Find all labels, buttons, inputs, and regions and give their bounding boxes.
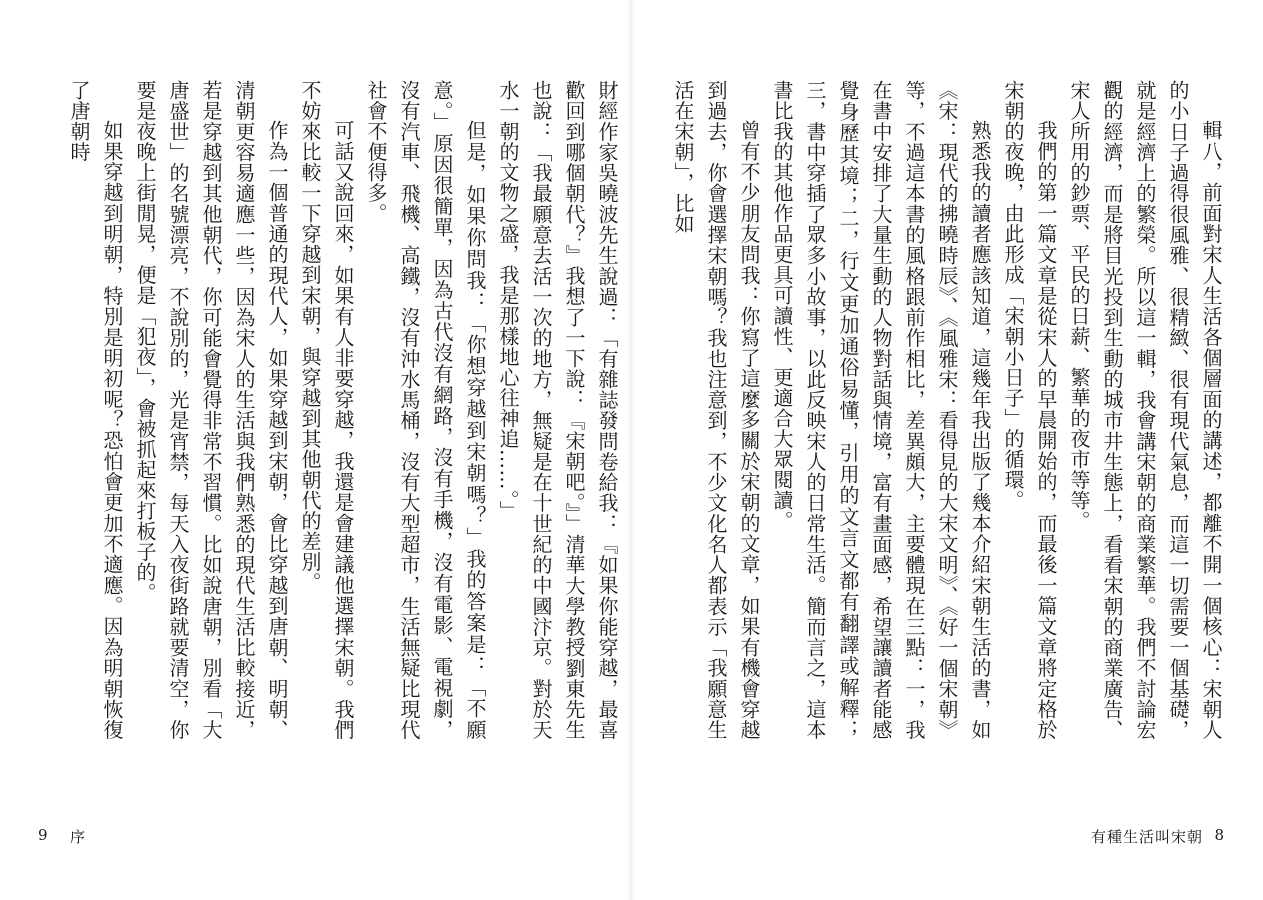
running-title: 有種生活叫宋朝 — [1090, 828, 1203, 846]
paragraph: 如果穿越到明朝，特別是明初呢？恐怕會更加不適應。因為明朝恢復了唐朝時 — [67, 80, 124, 740]
page-number: 8 — [1214, 826, 1225, 844]
paragraph: 曾有不少朋友問我：你寫了這麼多關於宋朝的文章，如果有機會穿越到過去，你會選擇宋朝嗎？我也注意到，不少文化名人都表示「我願意生活在宋朝」，比如 — [671, 80, 761, 740]
left-page-text — [63, 80, 623, 740]
paragraph: 熟悉我的讀者應該知道，這幾年我出版了幾本介紹宋朝生活的書，如《宋：現代的拂曉時辰》、《風雅宋：看得見的大宋文明》、《好一個宋朝》等，不過這本書的風格跟前作相比，差異頗大，主要體現在三點：一，我在書中安排了大量生動的人物對話與情境，富有畫面感，希望讓讀者能感覺身歷其境；二，行文更加通俗易懂，引用的文言文都有翻譯或解釋；三，書中穿插了眾多小故事，以此反映宋人的日常生活。簡而言之，這本書比我的其他作品更具可讀性、更適合大眾閱讀。 — [770, 80, 992, 740]
left-page — [0, 0, 631, 900]
paragraph: 財經作家吳曉波先生說過：「有雜誌發問卷給我：『如果你能穿越，最喜歡回到哪個朝代？』我想了一下說：『宋朝吧。』」清華大學教授劉東先生也說：「我最願意去活一次的地方，無疑是在十世紀的中國汴京。對於天水一朝的文物之盛，我是那樣地心往神追……。」 — [496, 80, 619, 740]
paragraph: 輯八，前面對宋人生活各個層面的講述，都離不開一個核心：宋朝人的小日子過得很風雅、很精緻、很有現代氣息，而這一切需要一個基礎，就是經濟上的繁榮。所以這一輯，我會講宋朝的商業繁華。我們不討論宏觀的經濟，而是將目光投到生動的城市井生態上，看看宋朝的商業廣告、宋人所用的鈔票、平民的日薪、繁華的夜市等等。 — [1067, 80, 1223, 740]
paragraph: 但是，如果你問我：「你想穿越到宋朝嗎？」我的答案是：「不願意。」原因很簡單，因為古代沒有網路，沒有手機，沒有電影、電視劇，沒有汽車、飛機、高鐵，沒有沖水馬桶，沒有大型超市，生活無疑比現代社會不便得多。 — [364, 80, 487, 740]
paragraph: 作為一個普通的現代人，如果穿越到宋朝，會比穿越到唐朝、明朝、清朝更容易適應一些，因為宋人的生活與我們熟悉的現代生活比較接近，若是穿越到其他朝代，你可能會覺得非常不習慣。比如說唐朝，別看「大唐盛世」的名號漂亮，不說別的，光是宵禁，每天入夜街路就要清空，你要是夜晚上街閒晃，便是「犯夜」，會被抓起來打板子的。 — [133, 80, 289, 740]
paragraph: 我們的第一篇文章是從宋人的早晨開始的，而最後一篇文章將定格於宋朝的夜晚，由此形成「宋朝小日子」的循環。 — [1001, 80, 1058, 740]
running-title: 序 — [70, 828, 87, 846]
right-page — [631, 0, 1263, 900]
right-page-text — [667, 80, 1227, 740]
page-number: 9 — [38, 826, 49, 844]
paragraph: 可話又說回來，如果有人非要穿越，我還是會建議他選擇宋朝。我們不妨來比較一下穿越到宋朝，與穿越到其他朝代的差別。 — [298, 80, 355, 740]
